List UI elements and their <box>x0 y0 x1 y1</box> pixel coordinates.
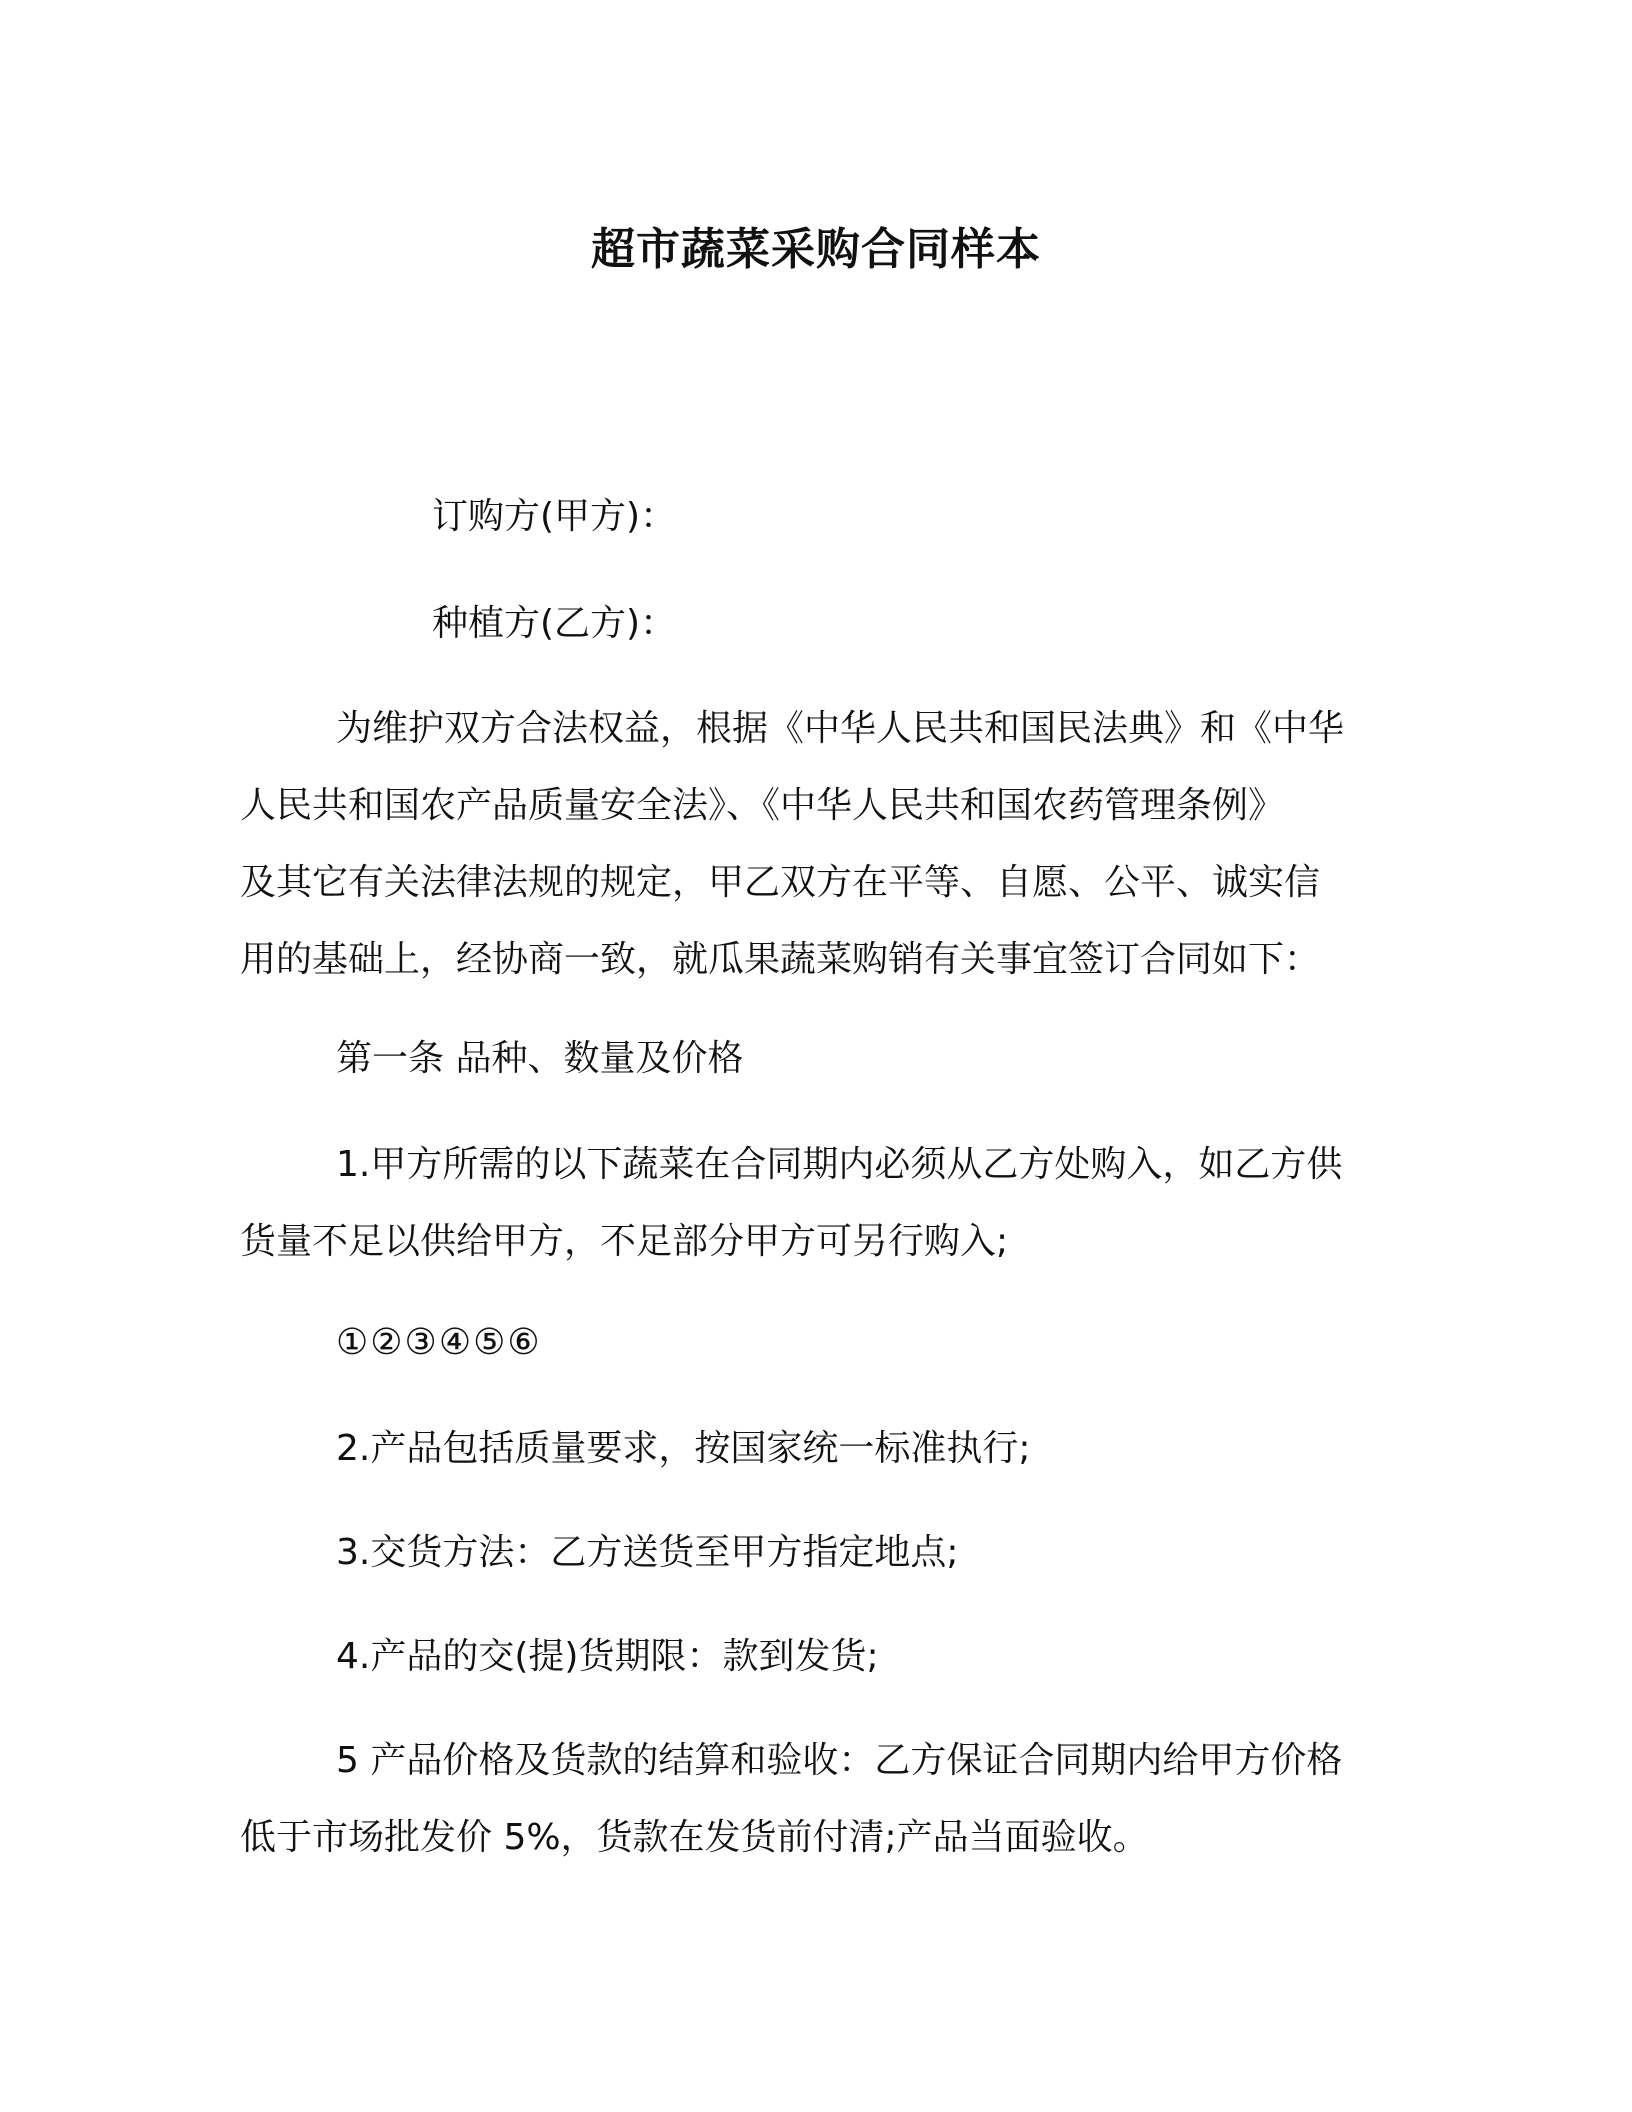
article-1-heading: 第一条 品种、数量及价格 <box>336 1038 744 1079</box>
preamble-line: 及其它有关法律法规的规定，甲乙双方在平等、自愿、公平、诚实信 <box>240 862 1321 903</box>
clause-line: 低于市场批发价 5%，货款在发货前付清;产品当面验收。 <box>240 1817 1149 1858</box>
preamble-paragraph <box>240 690 1390 998</box>
preamble-line: 为维护双方合法权益，根据《中华人民共和国民法典》和《中华 <box>336 708 1345 749</box>
document-title: 超市蔬菜采购合同样本 <box>591 224 1041 275</box>
preamble-line: 人民共和国农产品质量安全法》、《中华人民共和国农药管理条例》 <box>240 785 1285 826</box>
clause-2: 2.产品包括质量要求，按国家统一标准执行; <box>336 1428 1031 1469</box>
clause-3: 3.交货方法：乙方送货至甲方指定地点; <box>336 1532 959 1573</box>
clause-line: 5 产品价格及货款的结算和验收：乙方保证合同期内给甲方价格 <box>336 1740 1343 1781</box>
clause-line: 1.甲方所需的以下蔬菜在合同期内必须从乙方处购入，如乙方供 <box>336 1144 1343 1185</box>
clause-5 <box>240 1722 1390 1876</box>
clause-1 <box>240 1126 1390 1280</box>
preamble-line: 用的基础上，经协商一致，就瓜果蔬菜购销有关事宜签订合同如下： <box>240 939 1321 980</box>
grower-label: 种植方(乙方)： <box>432 603 677 644</box>
clause-4: 4.产品的交(提)货期限：款到发货; <box>336 1636 879 1677</box>
clause-line: 货量不足以供给甲方，不足部分甲方可另行购入; <box>240 1221 1009 1262</box>
buyer-label: 订购方(甲方)： <box>432 496 677 537</box>
item-list: ①②③④⑤⑥ <box>336 1322 542 1363</box>
